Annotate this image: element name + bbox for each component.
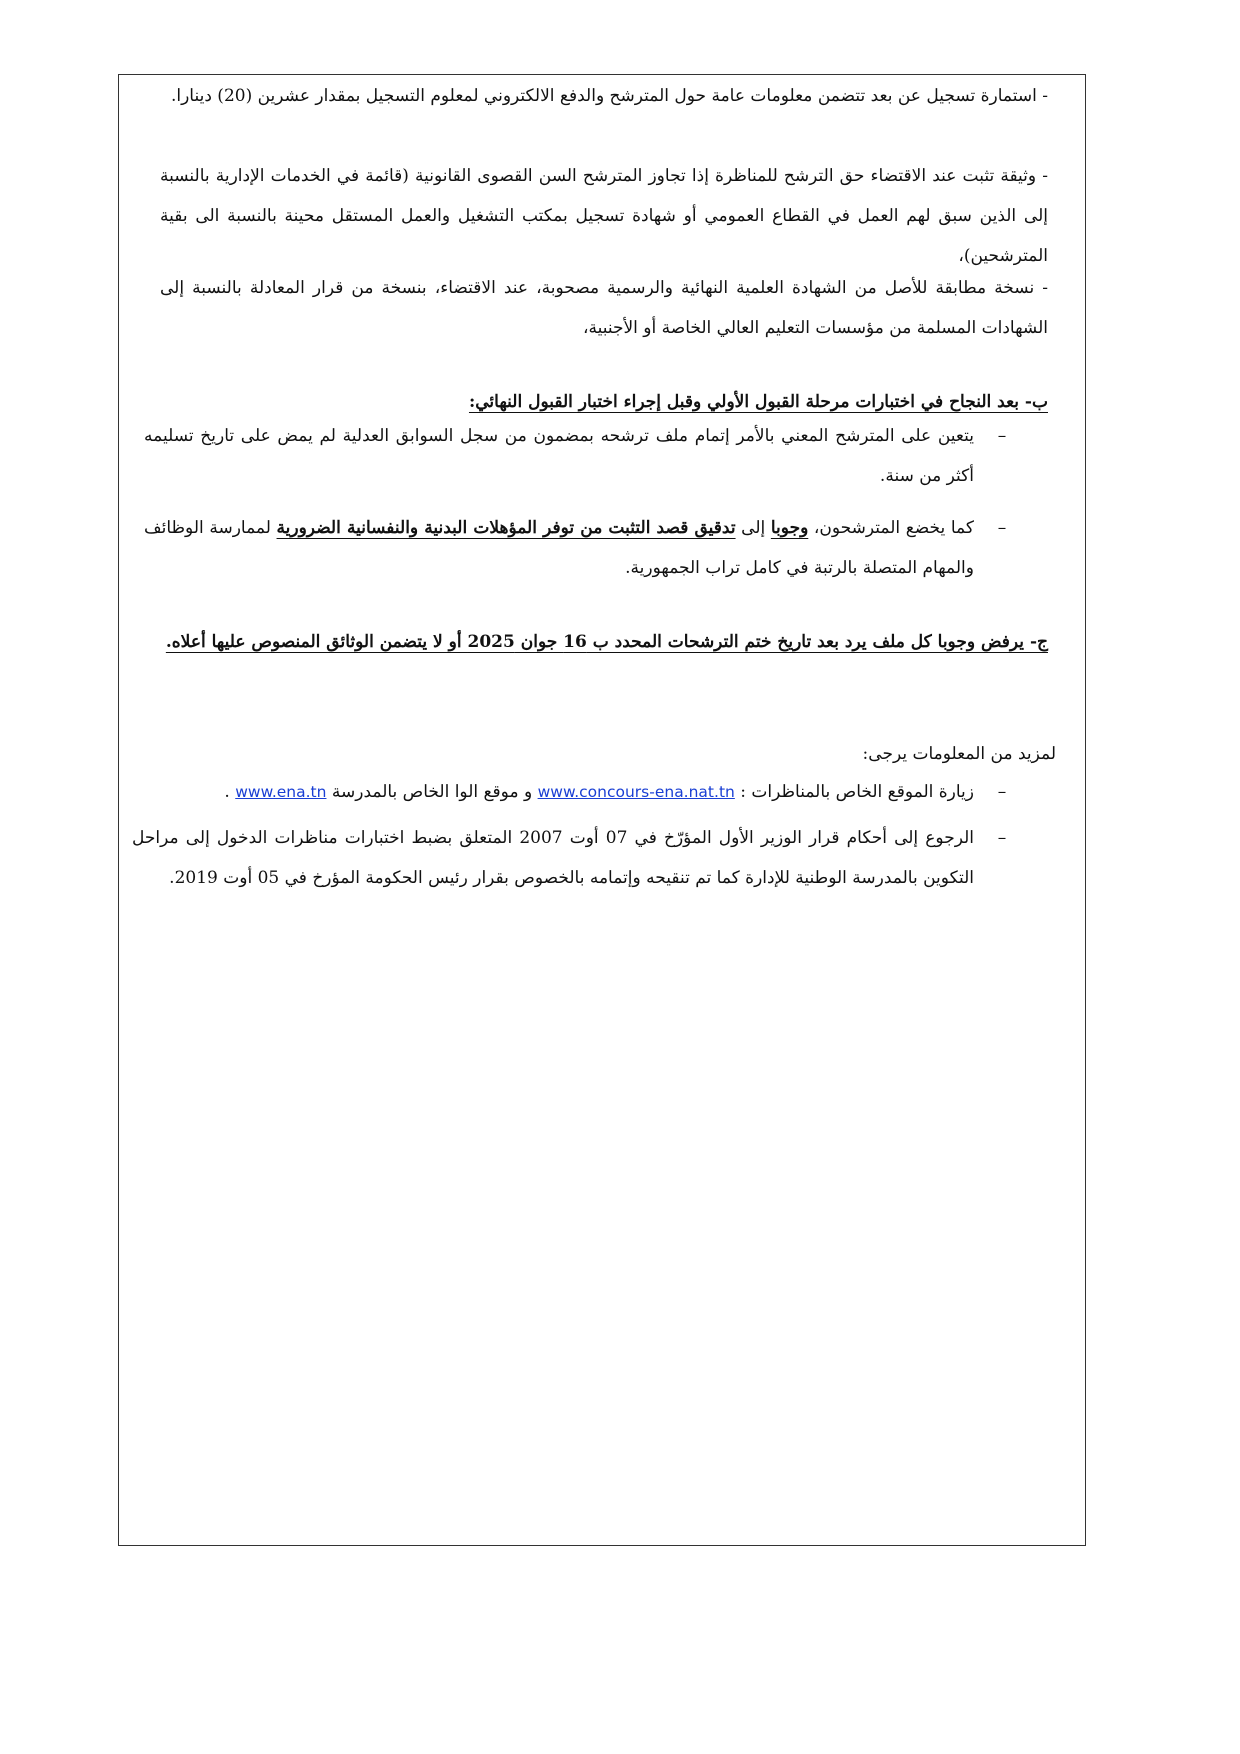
more-info-intro: لمزيد من المعلومات يرجى: <box>862 744 1056 764</box>
bullet-dash: – <box>997 518 1007 538</box>
websites-text <box>154 772 974 812</box>
websites-text-part3: . <box>224 782 236 802</box>
websites-bullet <box>152 772 1012 812</box>
criminal-record-bullet <box>124 416 1012 496</box>
decree-reference-text: الرجوع إلى أحكام قرار الوزير الأول المؤرّخ في 07 أوت 2007 المتعلق بضبط اختبارات مناظرات الدخول إلى مراحل التكوين بالمدرسة الوطنية للإدارة كما تم تنقيحه وإتمامه بالخصوص بقرار رئيس الحكومة المؤرخ في 05 أوت 2019. <box>132 828 974 888</box>
medical-check-text-part3: لممارسة الوظائف والمهام المتصلة بالرتبة في كامل تراب الجمهورية. <box>144 518 974 578</box>
bullet-dash: – <box>997 828 1007 848</box>
section-b-heading: ب- بعد النجاح في اختبارات مرحلة القبول الأولي وقبل إجراء اختبار القبول النهائي: <box>468 392 1048 412</box>
concours-site-link[interactable]: www.concours-ena.nat.tn <box>537 783 735 801</box>
medical-check-text-part1: كما يخضع المترشحون، <box>808 518 974 538</box>
section-c-heading: ج- يرفض وجوبا كل ملف يرد بعد تاريخ ختم الترشحات المحدد ب 16 جوان 2025 أو لا يتضمن الوثائق المنصوص عليها أعلاه. <box>165 632 1048 652</box>
aptitude-check-emphasis: تدقيق قصد التثبت من توفر المؤهلات البدنية والنفسانية الضرورية <box>276 518 736 538</box>
websites-text-part1: زيارة الموقع الخاص بالمناظرات : <box>734 782 974 802</box>
bullet-dash: – <box>997 782 1007 802</box>
medical-check-bullet <box>124 508 1012 588</box>
decree-reference-bullet <box>132 818 1012 898</box>
ena-site-link[interactable]: www.ena.tn <box>235 783 327 801</box>
certified-diploma-copy-item: - نسخة مطابقة للأصل من الشهادة العلمية النهائية والرسمية مصحوبة، عند الاقتضاء، بنسخة من قرار المعادلة بالنسبة إلى الشهادات المسلمة من مؤسسات التعليم العالي الخاصة أو الأجنبية، <box>160 278 1048 338</box>
medical-check-text-part2: إلى <box>735 518 771 538</box>
bullet-dash: – <box>997 426 1007 446</box>
mandatory-emphasis: وجوبا <box>770 518 809 538</box>
age-exemption-document-item: - وثيقة تثبت عند الاقتضاء حق الترشح للمناظرة إذا تجاوز المترشح السن القصوى القانونية (قائمة في الخدمات الإدارية بالنسبة إلى الذين سبق لهم العمل في القطاع العمومي أو شهادة تسجيل بمكتب التشغيل والعمل المستقل محينة بالنسبة الى بقية المترشحين)، <box>160 166 1048 266</box>
registration-form-item: - استمارة تسجيل عن بعد تتضمن معلومات عامة حول المترشح والدفع الالكتروني لمعلوم التسجيل بمقدار عشرين (20) دينارا. <box>170 86 1048 106</box>
medical-check-text <box>144 508 974 588</box>
websites-text-part2: و موقع الوا الخاص بالمدرسة <box>326 782 538 802</box>
criminal-record-text: يتعين على المترشح المعني بالأمر إتمام ملف ترشحه بمضمون من سجل السوابق العدلية لم يمض على تاريخ تسليمه أكثر من سنة. <box>144 426 974 486</box>
